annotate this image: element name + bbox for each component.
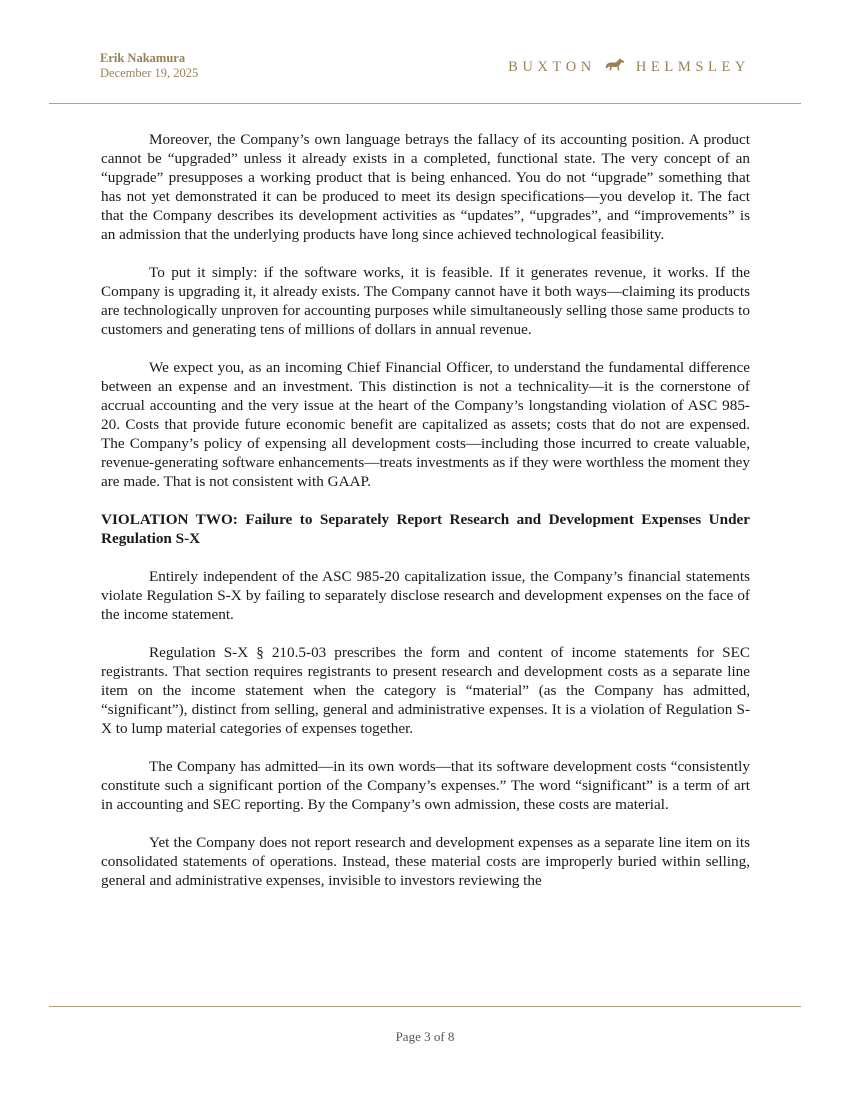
letter-body: [101, 130, 750, 909]
logo-text-right: HELMSLEY: [635, 59, 750, 75]
body-paragraph: Yet the Company does not report research and development expenses as a separate line item on its consolidated statements of operations. Instead, these material costs are improperly buried within selling, general and administrative expenses, invisible to investors reviewing the: [101, 834, 750, 889]
body-paragraph: To put it simply: if the software works, it is feasible. If it generates revenue, it works. If the Company is upgrading it, it already exists. The Company cannot have it both ways—claiming its products are technologically unproven for accounting purposes while simultaneously selling those same products to customers and generating tens of millions of dollars in annual revenue.: [101, 264, 750, 338]
letterhead-date: December 19, 2025: [100, 66, 199, 80]
body-paragraph: We expect you, as an incoming Chief Financial Officer, to understand the fundamental difference between an expense and an investment. This distinction is not a technicality—it is the cornerstone of accrual accounting and the very issue at the heart of the Company’s longstanding violation of ASC 985-20. Costs that provide future economic benefit are capitalized as assets; costs that do not are expensed. The Company’s policy of expensing all development costs—including those incurred to create valuable, revenue-generating software enhancements—treats investments as if they were worthless the moment they are made. That is not consistent with GAAP.: [101, 359, 750, 490]
footer-divider: [49, 1006, 801, 1007]
body-paragraph: Entirely independent of the ASC 985-20 capitalization issue, the Company’s financial statements violate Regulation S-X by failing to separately disclose research and development expenses on the face of the income statement.: [101, 568, 750, 623]
section-heading: VIOLATION TWO: Failure to Separately Report Research and Development Expenses Under Regulation S-X: [101, 511, 750, 547]
page-number: Page 3 of 8: [395, 1029, 455, 1044]
body-paragraph: The Company has admitted—in its own words—that its software development costs “consistently constitute such a significant portion of the Company’s expenses.” The word “significant” is a term of art in accounting and SEC reporting. By the Company’s own admission, these costs are material.: [101, 758, 750, 813]
horse-icon: [604, 57, 626, 77]
logo-text-left: BUXTON: [508, 59, 596, 75]
header-divider: [49, 103, 801, 104]
body-paragraph: Moreover, the Company’s own language betrays the fallacy of its accounting position. A product cannot be “upgraded” unless it already exists in a completed, functional state. The very concept of an “upgrade” presupposes a working product that is being enhanced. You do not “upgrade” something that has not yet demonstrated it can be produced to meet its design specifications—you develop it. The fact that the Company describes its development activities as “updates”, “upgrades”, and “improvements” is an admission that the underlying products have long since achieved technological feasibility.: [101, 131, 750, 243]
body-paragraph: Regulation S-X § 210.5-03 prescribes the form and content of income statements for SEC registrants. That section requires registrants to present research and development costs as a separate line item on the income statement when the category is “material” (as the Company has admitted, “significant”), distinct from selling, general and administrative expenses. It is a violation of Regulation S-X to lump material categories of expenses together.: [101, 644, 750, 737]
letterhead-author: Erik Nakamura: [100, 51, 186, 65]
firm-logo: [508, 57, 750, 77]
